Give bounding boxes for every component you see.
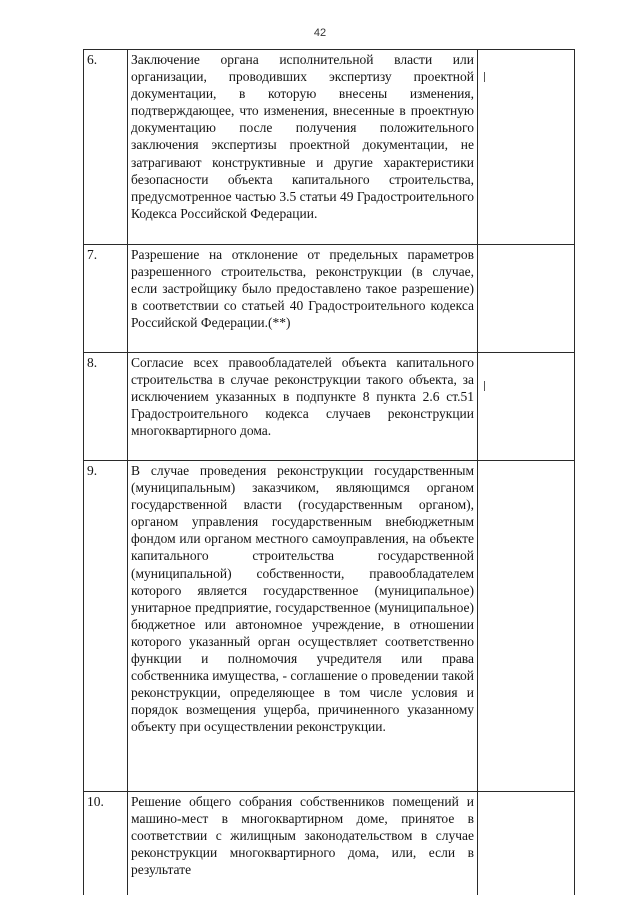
row-text (128, 461, 478, 792)
table-row (84, 245, 575, 353)
row-extra-cell (478, 461, 575, 792)
row-extra-cell (478, 245, 575, 353)
row-text (128, 50, 478, 245)
table-row (84, 792, 575, 896)
row-extra-cell (478, 792, 575, 896)
row-text (128, 353, 478, 461)
row-text (128, 792, 478, 896)
row-extra-cell (478, 353, 575, 461)
page-number: 42 (313, 27, 327, 39)
scan-mark (484, 72, 488, 82)
row-number: 8. (84, 353, 128, 461)
row-number: 7. (84, 245, 128, 353)
table-row (84, 353, 575, 461)
row-text-content: Решение общего собрания собственников помещений и машино-мест в многоквартирном доме, принятое в соответствии с жилищным законодательством в случае реконструкции многоквартирного дома, или, если в результате (131, 794, 474, 878)
row-number: 10. (84, 792, 128, 896)
row-number: 9. (84, 461, 128, 792)
table-row (84, 461, 575, 792)
row-text-content: Заключение органа исполнительной власти или организации, проводивших экспертизу проектной документации, в которую внесены изменения, подтверждающее, что изменения, внесенные в проектную документацию после получения положительного заключения экспертизы проектной документации, не затрагивают конструктивные и другие характеристики безопасности объекта капитального строительства, предусмотренное частью 3.5 статьи 49 Градостроительного Кодекса Российской Федерации. (131, 52, 474, 221)
row-extra-cell (478, 50, 575, 245)
table-row (84, 50, 575, 245)
row-text (128, 245, 478, 353)
document-table (83, 49, 575, 895)
row-text-content: Согласие всех правообладателей объекта капитального строительства в случае реконструкции такого объекта, за исключением указанных в подпункте 8 пункта 2.6 ст.51 Градостроительного кодекса случаев реконструкции многоквартирного дома. (131, 355, 474, 439)
row-text-content: В случае проведения реконструкции государственным (муниципальным) заказчиком, являющимся органом государственной власти (государственным органом), органом управления государственным внебюджетным фондом или органом местного самоуправления, на объекте капитального строительства государственной (муниципальной) собственности, правообладателем которого является государственное (муниципальное) унитарное предприятие, государственное (муниципальное) бюджетное или автономное учреждение, в отношении которого указанный орган осуществляет соответственно функции и полномочия учредителя или права собственника имущества, - соглашение о проведении такой реконструкции, определяющее в том числе условия и порядок возмещения ущерба, причиненного указанному объекту при осуществлении реконструкции. (131, 463, 474, 735)
row-text-content: Разрешение на отклонение от предельных параметров разрешенного строительства, реконструкции (в случае, если застройщику было предоставлено такое разрешение) в соответствии со статьей 40 Градостроительного кодекса Российской Федерации.(**) (131, 247, 474, 331)
scan-mark (484, 381, 488, 391)
row-number: 6. (84, 50, 128, 245)
